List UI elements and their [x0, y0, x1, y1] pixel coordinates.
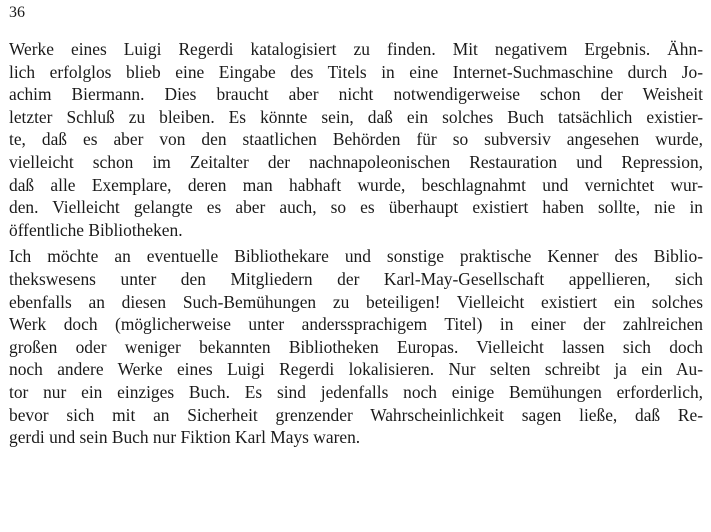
text-line: den. Vielleicht gelangte es aber auch, so es überhaupt existiert haben sollte, nie in — [9, 197, 703, 218]
page-number: 36 — [9, 4, 25, 21]
paragraph-1 — [9, 38, 703, 241]
text-line: gerdi und sein Buch nur Fiktion Karl Mays waren. — [9, 427, 361, 448]
text-line: te, daß es aber von den staatlichen Behörden für so subversiv angesehen wurde, — [9, 129, 703, 150]
text-line: letzter Schluß zu bleiben. Es könnte sein, daß ein solches Buch tatsächlich existier- — [9, 106, 703, 127]
text-line: ebenfalls an diesen Such-Bemühungen zu beteiligen! Vielleicht existiert ein solches — [9, 291, 703, 312]
paragraph-2 — [9, 245, 703, 448]
text-line: großen oder weniger bekannten Bibliotheken Europas. Vielleicht lassen sich doch — [9, 336, 703, 357]
text-line: öffentliche Bibliotheken. — [9, 219, 183, 240]
text-line: Werk doch (möglicherweise unter anderssprachigem Titel) in einer der zahlreichen — [9, 314, 703, 335]
body-text — [9, 38, 703, 449]
text-line: thekswesens unter den Mitgliedern der Karl-May-Gesellschaft appellieren, sich — [9, 268, 703, 289]
text-line: tor nur ein einziges Buch. Es sind jedenfalls noch einige Bemühungen erforderlich, — [9, 381, 703, 402]
text-line: vielleicht schon im Zeitalter der nachnapoleonischen Restauration und Repression, — [9, 151, 703, 172]
text-line: Ich möchte an eventuelle Bibliothekare und sonstige praktische Kenner des Biblio- — [9, 246, 703, 267]
text-line: lich erfolglos blieb eine Eingabe des Titels in eine Internet-Suchmaschine durch Jo- — [9, 61, 703, 82]
text-line: daß alle Exemplare, deren man habhaft wurde, beschlagnahmt und vernichtet wur- — [9, 174, 703, 195]
text-line: noch andere Werke eines Luigi Regerdi lokalisieren. Nur selten schreibt ja ein Au- — [9, 359, 703, 380]
text-line: Werke eines Luigi Regerdi katalogisiert zu finden. Mit negativem Ergebnis. Ähn- — [9, 39, 703, 59]
text-line: bevor sich mit an Sicherheit grenzender Wahrscheinlichkeit sagen ließe, daß Re- — [9, 404, 703, 425]
text-line: achim Biermann. Dies braucht aber nicht notwendigerweise schon der Weisheit — [9, 84, 703, 105]
